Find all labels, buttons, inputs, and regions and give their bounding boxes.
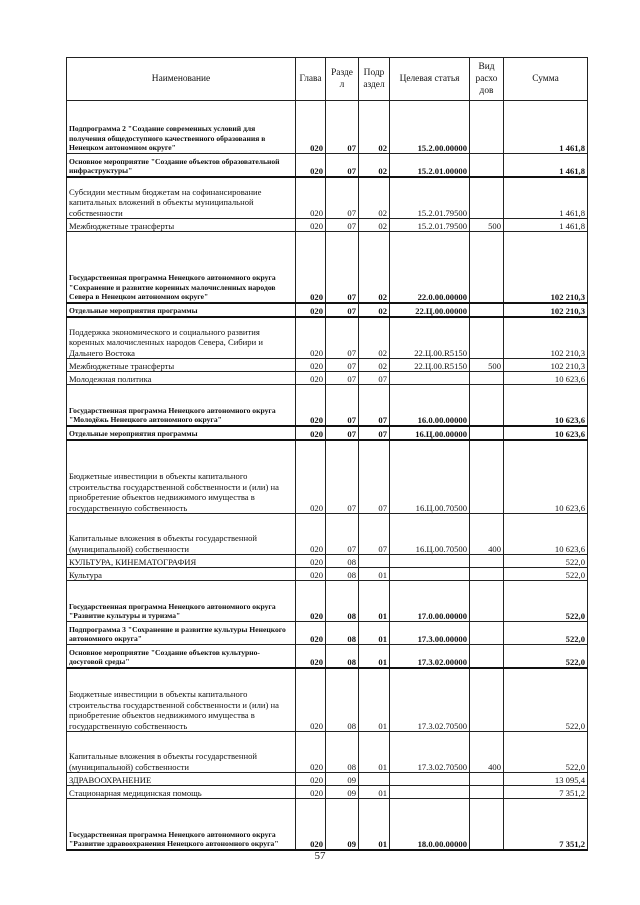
header-chapter: Глава	[296, 58, 326, 101]
table-row	[67, 426, 588, 440]
header-sum: Сумма	[504, 58, 588, 101]
cell-sum: 102 210,3	[504, 359, 588, 372]
table-row	[67, 581, 588, 622]
cell-section: 08	[326, 645, 359, 669]
cell-target: 15.2.01.79500	[390, 177, 470, 219]
cell-section: 08	[326, 581, 359, 622]
cell-name: Бюджетные инвестиции в объекты капитального строительства государственной собственности и (или) на приобретение объектов недвижимого имущества в государственную собственность	[67, 668, 296, 732]
cell-section: 08	[326, 668, 359, 732]
cell-name: Культура	[67, 568, 296, 581]
cell-sum: 10 623,6	[504, 440, 588, 514]
cell-name: Молодежная политика	[67, 372, 296, 385]
cell-target: 22.Ц.00.00000	[390, 303, 470, 317]
cell-target: 18.0.00.00000	[390, 799, 470, 851]
cell-name: Стационарная медицинская помощь	[67, 786, 296, 799]
table-row	[67, 101, 588, 154]
table-row	[67, 154, 588, 178]
table-header-row	[67, 58, 588, 101]
cell-expense-type	[470, 668, 504, 732]
cell-subsection: 01	[359, 568, 390, 581]
cell-target	[390, 555, 470, 568]
cell-chapter: 020	[296, 786, 326, 799]
cell-expense-type: 500	[470, 359, 504, 372]
cell-chapter: 020	[296, 514, 326, 555]
cell-expense-type	[470, 303, 504, 317]
cell-sum: 522,0	[504, 668, 588, 732]
cell-sum: 522,0	[504, 732, 588, 773]
table-row	[67, 219, 588, 232]
table-row	[67, 385, 588, 427]
cell-name: Подпрограмма 3 "Сохранение и развитие культуры Ненецкого автономного округа"	[67, 622, 296, 645]
cell-expense-type	[470, 555, 504, 568]
cell-expense-type	[470, 385, 504, 427]
cell-subsection: 01	[359, 622, 390, 645]
cell-subsection: 07	[359, 372, 390, 385]
cell-expense-type: 400	[470, 514, 504, 555]
cell-sum: 522,0	[504, 645, 588, 669]
cell-sum: 1 461,8	[504, 154, 588, 178]
cell-name: Государственная программа Ненецкого автономного округа "Развитие здравоохранения Ненецкого автономного округа"	[67, 799, 296, 851]
cell-name: ЗДРАВООХРАНЕНИЕ	[67, 773, 296, 786]
cell-name: Государственная программа Ненецкого автономного округа "Сохранение и развитие коренных малочисленных народов Севера в Ненецком автономном округе"	[67, 232, 296, 304]
cell-target	[390, 786, 470, 799]
cell-chapter: 020	[296, 440, 326, 514]
cell-expense-type: 400	[470, 732, 504, 773]
cell-section: 07	[326, 317, 359, 359]
table-row	[67, 317, 588, 359]
cell-chapter: 020	[296, 154, 326, 178]
cell-subsection: 02	[359, 303, 390, 317]
cell-target: 17.3.02.70500	[390, 668, 470, 732]
cell-section: 07	[326, 426, 359, 440]
cell-target: 16.Ц.00.00000	[390, 426, 470, 440]
cell-chapter: 020	[296, 773, 326, 786]
cell-subsection: 01	[359, 668, 390, 732]
table-row	[67, 359, 588, 372]
cell-chapter: 020	[296, 385, 326, 427]
cell-subsection: 01	[359, 645, 390, 669]
cell-subsection: 07	[359, 440, 390, 514]
cell-sum: 102 210,3	[504, 317, 588, 359]
header-section: Разде л	[326, 58, 359, 101]
cell-expense-type	[470, 440, 504, 514]
cell-chapter: 020	[296, 101, 326, 154]
cell-chapter: 020	[296, 426, 326, 440]
cell-sum: 1 461,8	[504, 101, 588, 154]
cell-target	[390, 773, 470, 786]
cell-expense-type	[470, 177, 504, 219]
cell-subsection: 02	[359, 177, 390, 219]
cell-subsection: 01	[359, 786, 390, 799]
cell-name: Основное мероприятие "Создание объектов образовательной инфраструктуры"	[67, 154, 296, 178]
cell-section: 07	[326, 232, 359, 304]
cell-sum: 102 210,3	[504, 303, 588, 317]
cell-section: 07	[326, 514, 359, 555]
table-row	[67, 786, 588, 799]
cell-chapter: 020	[296, 581, 326, 622]
cell-chapter: 020	[296, 622, 326, 645]
cell-subsection	[359, 773, 390, 786]
cell-sum: 10 623,6	[504, 426, 588, 440]
cell-sum: 1 461,8	[504, 177, 588, 219]
cell-expense-type	[470, 317, 504, 359]
cell-target: 16.Ц.00.70500	[390, 440, 470, 514]
header-target: Целевая статья	[390, 58, 470, 101]
cell-target: 22.Ц.00.R5150	[390, 359, 470, 372]
table-row	[67, 303, 588, 317]
header-subsection: Подр аздел	[359, 58, 390, 101]
cell-expense-type	[470, 101, 504, 154]
cell-chapter: 020	[296, 303, 326, 317]
cell-section: 07	[326, 219, 359, 232]
cell-expense-type	[470, 645, 504, 669]
cell-expense-type	[470, 372, 504, 385]
cell-subsection	[359, 555, 390, 568]
cell-sum: 13 095,4	[504, 773, 588, 786]
cell-sum: 522,0	[504, 555, 588, 568]
cell-sum: 10 623,6	[504, 385, 588, 427]
cell-expense-type	[470, 232, 504, 304]
cell-subsection: 07	[359, 514, 390, 555]
cell-section: 07	[326, 372, 359, 385]
cell-target: 22.Ц.00.R5150	[390, 317, 470, 359]
cell-subsection: 01	[359, 732, 390, 773]
table-row	[67, 773, 588, 786]
table-row	[67, 555, 588, 568]
cell-target: 15.2.00.00000	[390, 101, 470, 154]
cell-subsection: 02	[359, 154, 390, 178]
cell-subsection: 02	[359, 219, 390, 232]
cell-section: 07	[326, 385, 359, 427]
cell-expense-type	[470, 773, 504, 786]
cell-subsection: 01	[359, 799, 390, 851]
cell-section: 07	[326, 440, 359, 514]
cell-name: КУЛЬТУРА, КИНЕМАТОГРАФИЯ	[67, 555, 296, 568]
cell-sum: 10 623,6	[504, 514, 588, 555]
cell-name: Капитальные вложения в объекты государственной (муниципальной) собственности	[67, 514, 296, 555]
cell-name: Основное мероприятие "Создание объектов культурно-досуговой среды"	[67, 645, 296, 669]
cell-target: 17.3.02.70500	[390, 732, 470, 773]
cell-subsection: 07	[359, 426, 390, 440]
cell-target: 17.3.00.00000	[390, 622, 470, 645]
cell-chapter: 020	[296, 359, 326, 372]
cell-section: 07	[326, 177, 359, 219]
cell-name: Межбюджетные трансферты	[67, 219, 296, 232]
cell-subsection: 02	[359, 359, 390, 372]
cell-sum: 10 623,6	[504, 372, 588, 385]
table-row	[67, 732, 588, 773]
cell-chapter: 020	[296, 732, 326, 773]
cell-chapter: 020	[296, 668, 326, 732]
cell-target: 15.2.01.79500	[390, 219, 470, 232]
cell-name: Государственная программа Ненецкого автономного округа "Развитие культуры и туризма"	[67, 581, 296, 622]
cell-chapter: 020	[296, 372, 326, 385]
cell-subsection: 02	[359, 232, 390, 304]
header-name: Наименование	[67, 58, 296, 101]
cell-chapter: 020	[296, 219, 326, 232]
cell-chapter: 020	[296, 799, 326, 851]
cell-section: 09	[326, 786, 359, 799]
cell-name: Подпрограмма 2 "Создание современных условий для получения общедоступного качественного образования в Ненецком автономном округе"	[67, 101, 296, 154]
table-body	[67, 101, 588, 851]
cell-subsection: 02	[359, 317, 390, 359]
table-row	[67, 668, 588, 732]
table-row	[67, 372, 588, 385]
cell-expense-type: 500	[470, 219, 504, 232]
cell-target: 17.3.02.00000	[390, 645, 470, 669]
cell-expense-type	[470, 154, 504, 178]
table-row	[67, 177, 588, 219]
cell-target: 16.Ц.00.70500	[390, 514, 470, 555]
header-expense-type: Вид расхо дов	[470, 58, 504, 101]
cell-section: 08	[326, 555, 359, 568]
table-row	[67, 622, 588, 645]
cell-subsection: 01	[359, 581, 390, 622]
cell-subsection: 02	[359, 101, 390, 154]
cell-section: 08	[326, 568, 359, 581]
cell-section: 09	[326, 799, 359, 851]
cell-name: Субсидии местным бюджетам на софинансирование капитальных вложений в объекты муниципальной собственности	[67, 177, 296, 219]
cell-name: Государственная программа Ненецкого автономного округа "Молодёжь Ненецкого автономного округа"	[67, 385, 296, 427]
cell-sum: 522,0	[504, 568, 588, 581]
cell-target	[390, 372, 470, 385]
cell-sum: 522,0	[504, 581, 588, 622]
cell-target: 17.0.00.00000	[390, 581, 470, 622]
budget-table	[66, 57, 588, 851]
table-row	[67, 568, 588, 581]
cell-expense-type	[470, 799, 504, 851]
page-number: 57	[314, 850, 326, 862]
table-row	[67, 799, 588, 851]
cell-section: 07	[326, 101, 359, 154]
cell-sum: 1 461,8	[504, 219, 588, 232]
cell-name: Межбюджетные трансферты	[67, 359, 296, 372]
cell-expense-type	[470, 786, 504, 799]
cell-section: 08	[326, 732, 359, 773]
table-row	[67, 232, 588, 304]
cell-section: 08	[326, 622, 359, 645]
cell-name: Капитальные вложения в объекты государственной (муниципальной) собственности	[67, 732, 296, 773]
cell-chapter: 020	[296, 555, 326, 568]
cell-expense-type	[470, 581, 504, 622]
cell-section: 09	[326, 773, 359, 786]
cell-chapter: 020	[296, 177, 326, 219]
cell-subsection: 07	[359, 385, 390, 427]
cell-chapter: 020	[296, 568, 326, 581]
cell-target: 15.2.01.00000	[390, 154, 470, 178]
cell-name: Поддержка экономического и социального развития коренных малочисленных народов Севера, Сибири и Дальнего Востока	[67, 317, 296, 359]
cell-section: 07	[326, 154, 359, 178]
cell-sum: 522,0	[504, 622, 588, 645]
cell-chapter: 020	[296, 645, 326, 669]
cell-expense-type	[470, 426, 504, 440]
cell-expense-type	[470, 622, 504, 645]
cell-target	[390, 568, 470, 581]
cell-sum: 7 351,2	[504, 799, 588, 851]
table-row	[67, 514, 588, 555]
cell-sum: 7 351,2	[504, 786, 588, 799]
cell-sum: 102 210,3	[504, 232, 588, 304]
cell-target: 22.0.00.00000	[390, 232, 470, 304]
table-row	[67, 440, 588, 514]
cell-name: Отдельные мероприятия программы	[67, 303, 296, 317]
table-row	[67, 645, 588, 669]
cell-chapter: 020	[296, 232, 326, 304]
cell-section: 07	[326, 303, 359, 317]
cell-expense-type	[470, 568, 504, 581]
cell-section: 07	[326, 359, 359, 372]
cell-chapter: 020	[296, 317, 326, 359]
cell-target: 16.0.00.00000	[390, 385, 470, 427]
cell-name: Бюджетные инвестиции в объекты капитального строительства государственной собственности и (или) на приобретение объектов недвижимого имущества в государственную собственность	[67, 440, 296, 514]
cell-name: Отдельные мероприятия программы	[67, 426, 296, 440]
